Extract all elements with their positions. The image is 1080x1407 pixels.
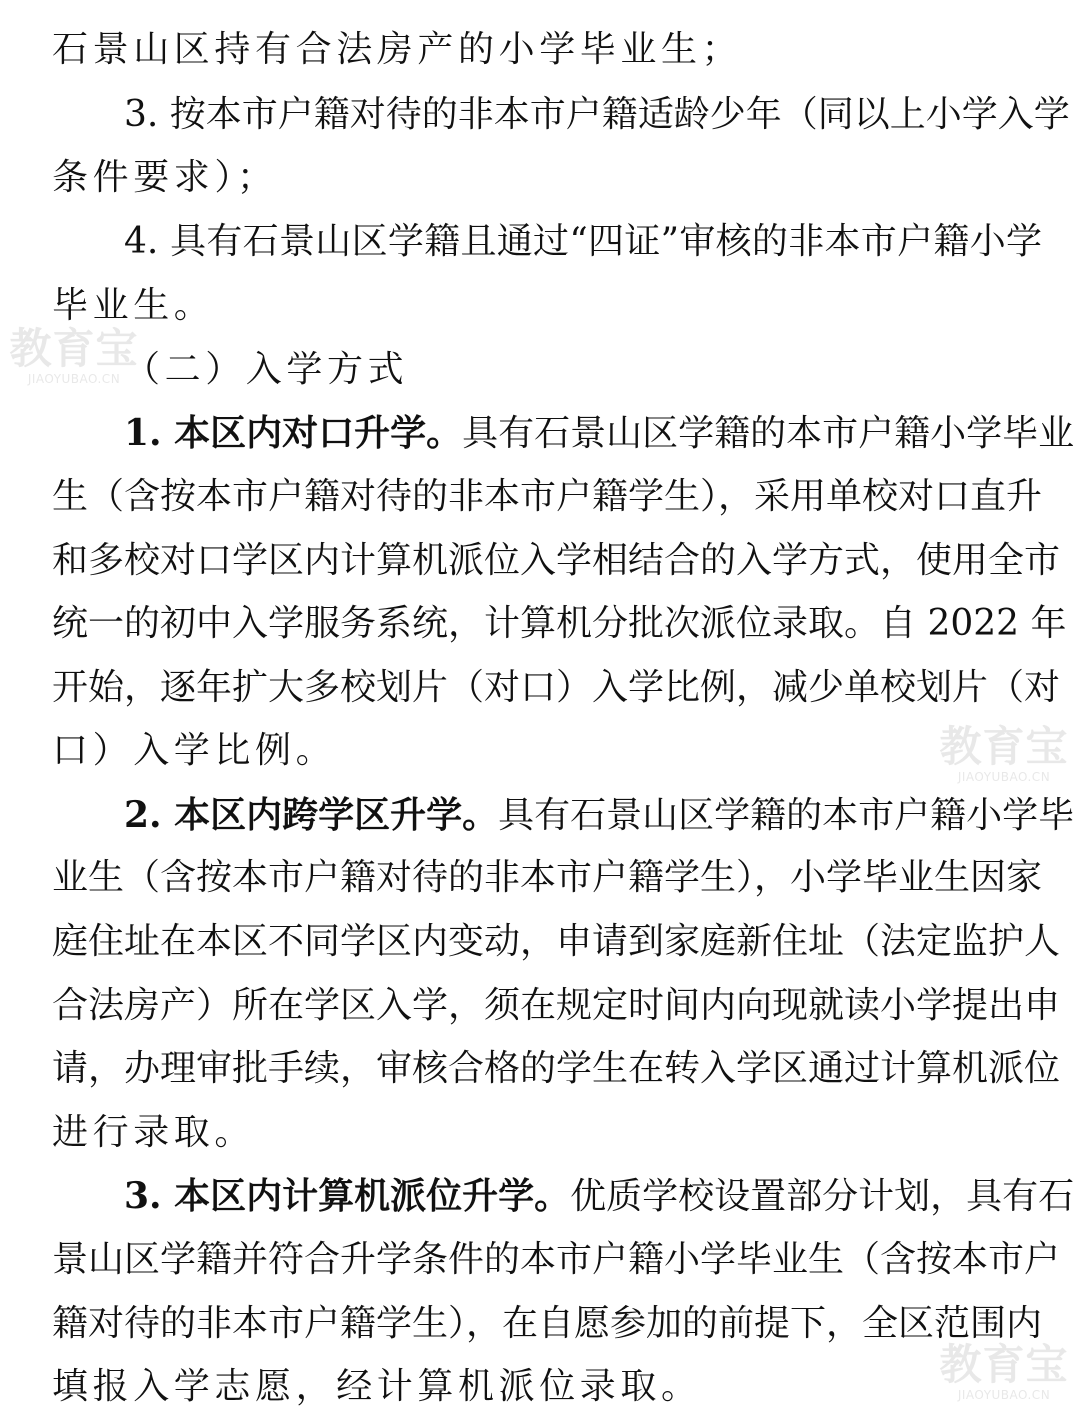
paragraph-1-line-2: 生（含按本市户籍对待的非本市户籍学生），采用单校对口直升: [52, 476, 1043, 517]
list-item-4-cont: 毕业生。: [52, 285, 215, 326]
list-item-3-cont: 条件要求）；: [52, 157, 278, 198]
paragraph-3-text: 优质学校设置部分计划，具有石: [570, 1176, 1075, 1217]
paragraph-3-line-4: 填报入学志愿，经计算机派位录取。: [52, 1366, 702, 1407]
paragraph-1-heading: 1. 本区内对口升学。: [124, 412, 463, 454]
paragraph-3-line-1: [124, 1175, 1075, 1217]
paragraph-3-line-3: 籍对待的非本市户籍学生），在自愿参加的前提下，全区范围内: [52, 1303, 1043, 1344]
paragraph-1-line-1: [124, 412, 1075, 454]
text-line-1: 石景山区持有合法房产的小学毕业生；: [52, 29, 743, 70]
paragraph-1-line-4: 统一的初中入学服务系统，计算机分批次派位录取。自 2022 年: [52, 603, 1067, 644]
paragraph-2-line-2: 业生（含按本市户籍对待的非本市户籍学生），小学毕业生因家: [52, 857, 1043, 898]
paragraph-2-line-1: [124, 794, 1075, 836]
paragraph-1-line-3: 和多校对口学区内计算机派位入学相结合的入学方式，使用全市: [52, 540, 1061, 581]
paragraph-2-line-3: 庭住址在本区不同学区内变动，申请到家庭新住址（法定监护人: [52, 921, 1061, 962]
section-heading: （二）入学方式: [124, 349, 409, 390]
paragraph-2-line-5: 请，办理审批手续，审核合格的学生在转入学区通过计算机派位: [52, 1048, 1061, 1089]
paragraph-3-heading: 3. 本区内计算机派位升学。: [124, 1175, 571, 1217]
paragraph-3-line-2: 景山区学籍并符合升学条件的本市户籍小学毕业生（含按本市户: [52, 1239, 1061, 1280]
watermark-logo: 教育宝 JIAOYUBAO.CN: [939, 722, 1069, 784]
paragraph-2-line-4: 合法房产）所在学区入学，须在规定时间内向现就读小学提出申: [52, 985, 1061, 1026]
watermark-logo: 教育宝 JIAOYUBAO.CN: [939, 1340, 1069, 1402]
watermark-logo: 教育宝 JIAOYUBAO.CN: [9, 324, 139, 386]
paragraph-1-line-6: 口）入学比例。: [52, 730, 337, 771]
paragraph-2-text: 具有石景山区学籍的本市户籍小学毕: [498, 795, 1075, 836]
list-item-3: 3. 按本市户籍对待的非本市户籍适龄少年（同以上小学入学: [124, 94, 1070, 135]
list-item-4: 4. 具有石景山区学籍且通过“四证”审核的非本市户籍小学: [124, 221, 1042, 262]
paragraph-1-text: 具有石景山区学籍的本市户籍小学毕业: [462, 413, 1075, 454]
paragraph-2-line-6: 进行录取。: [52, 1112, 256, 1153]
paragraph-2-heading: 2. 本区内跨学区升学。: [124, 794, 499, 836]
paragraph-1-line-5: 开始，逐年扩大多校划片（对口）入学比例，减少单校划片（对: [52, 667, 1061, 708]
